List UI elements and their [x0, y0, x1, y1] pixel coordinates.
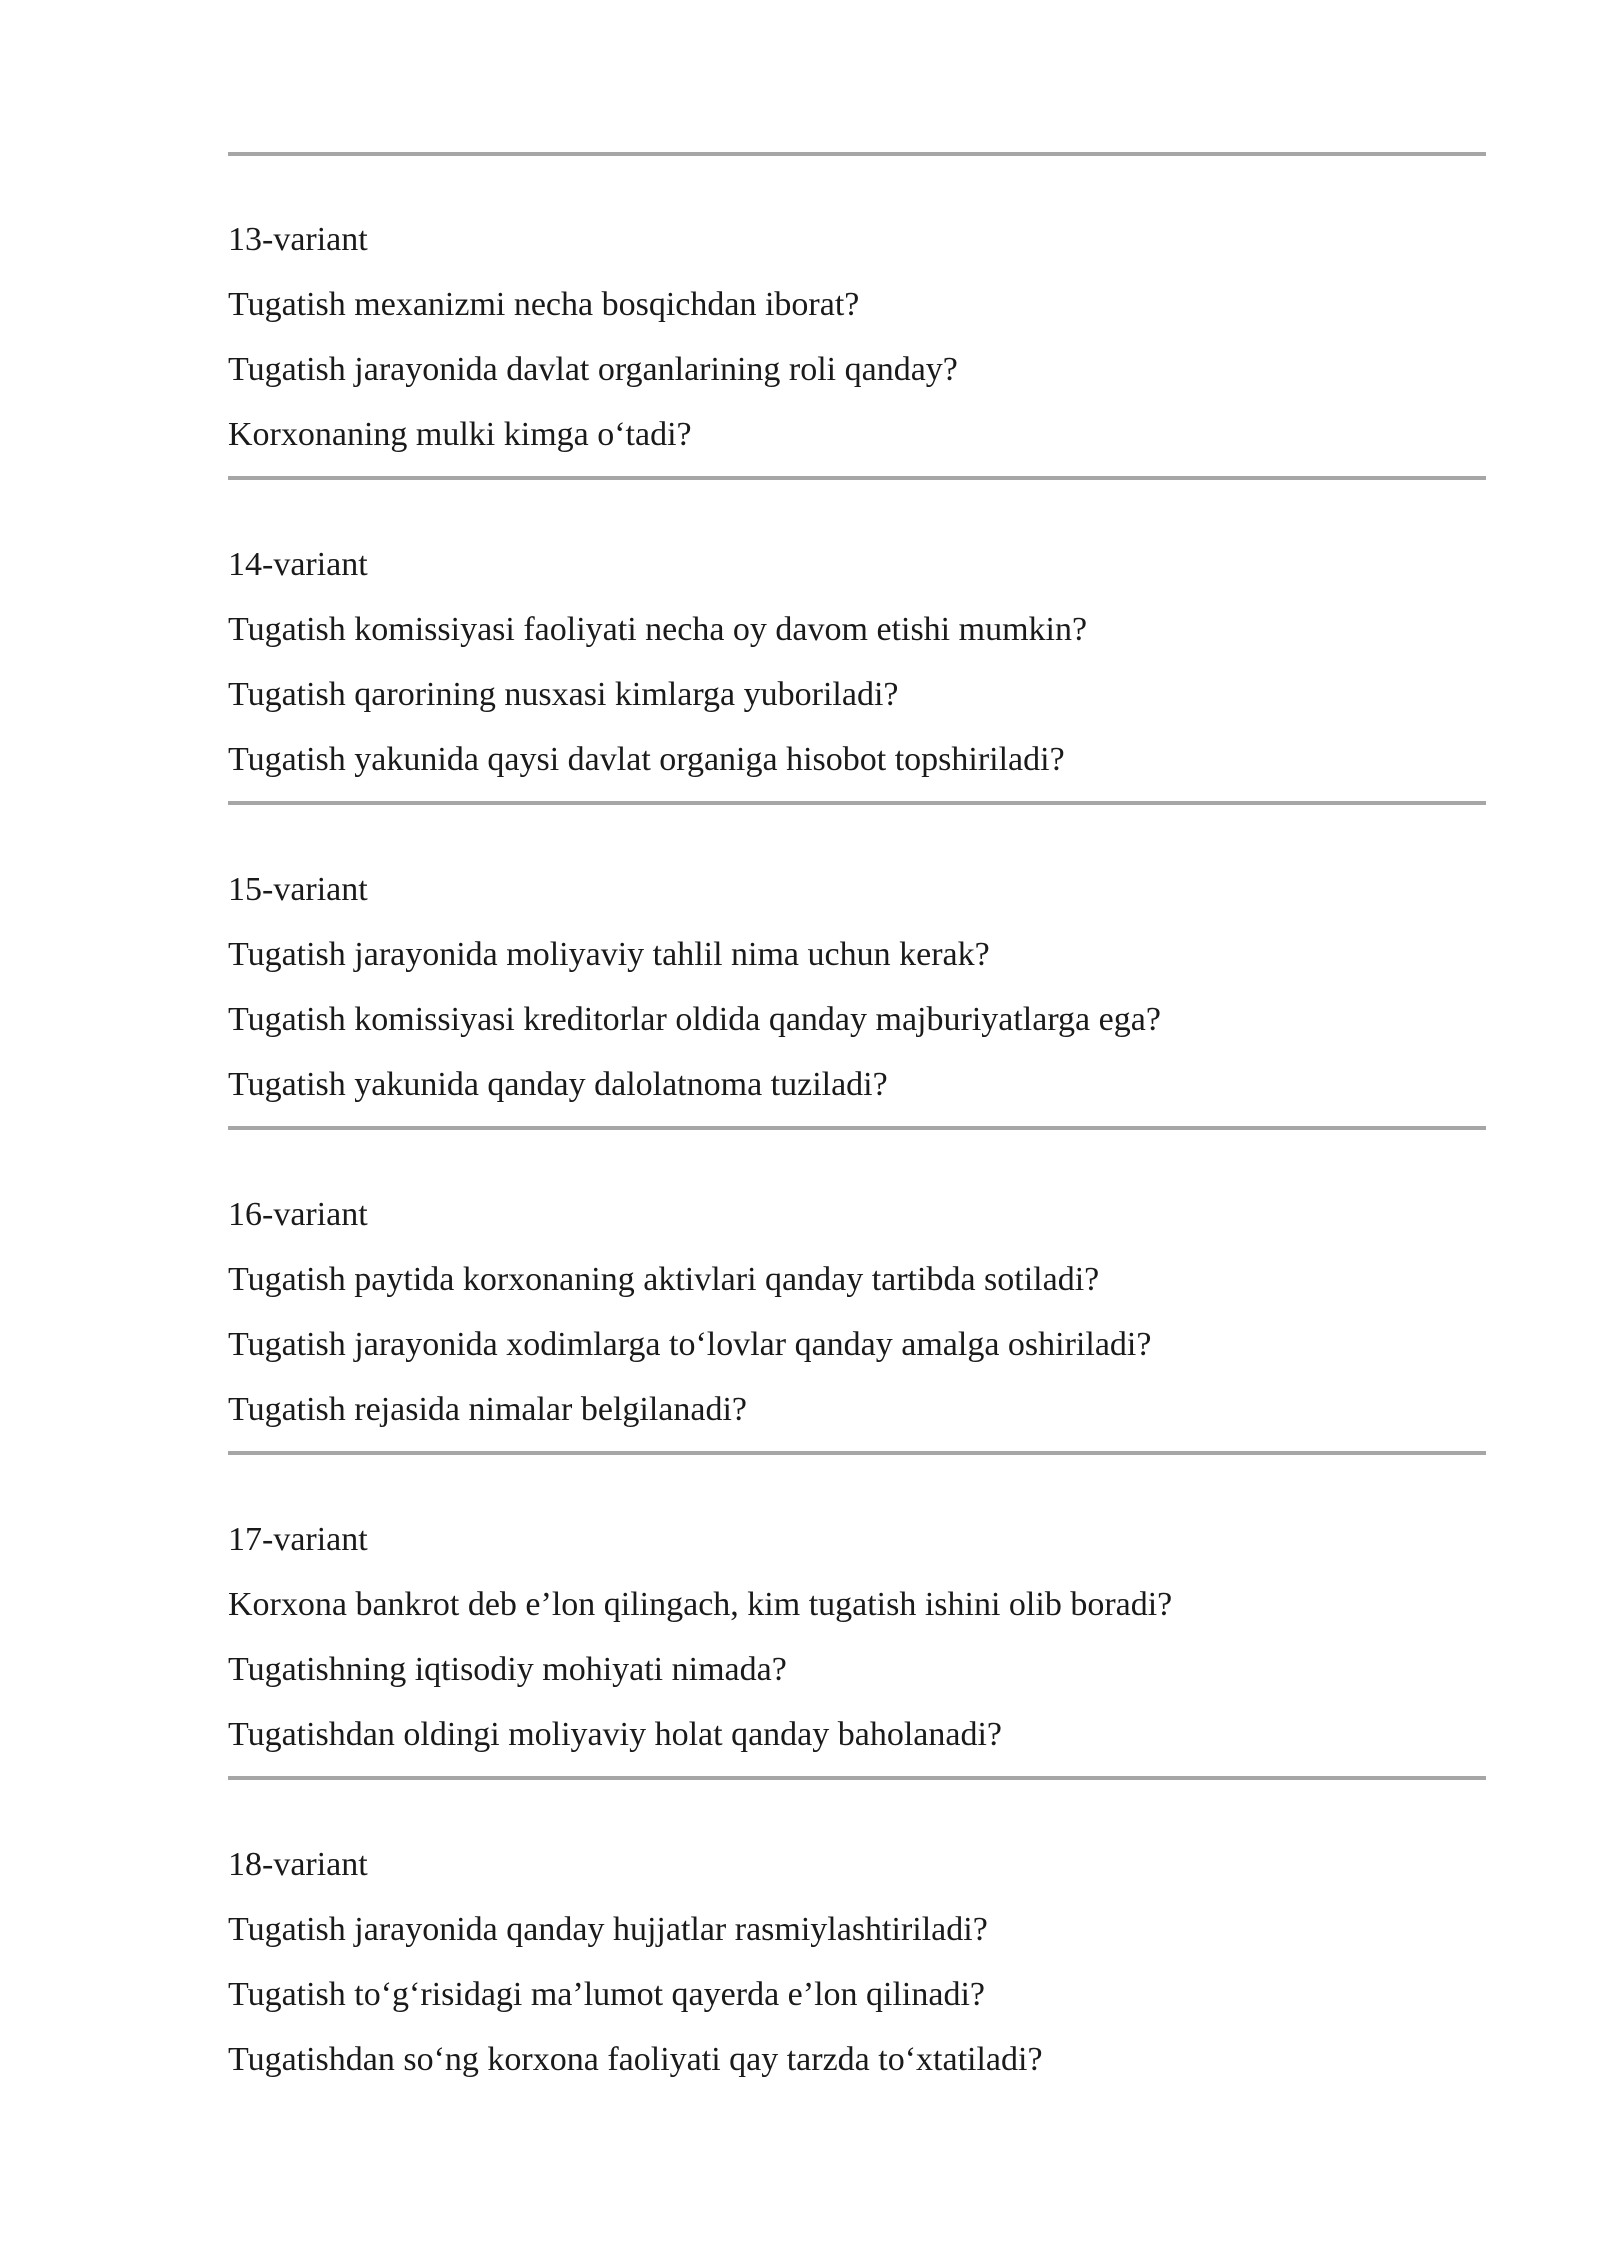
section-divider: [228, 476, 1486, 480]
variant-block: [228, 1507, 1486, 1767]
variant-title: 13-variant: [228, 221, 368, 258]
question-text: Tugatishdan so‘ng korxona faoliyati qay tarzda to‘xtatiladi?: [228, 2041, 1043, 2078]
question-text: Tugatish komissiyasi kreditorlar oldida qanday majburiyatlarga ega?: [228, 1001, 1161, 1038]
variant-block: [228, 1182, 1486, 1442]
question-text: Tugatish yakunida qanday dalolatnoma tuziladi?: [228, 1066, 888, 1103]
question-text: Tugatish komissiyasi faoliyati necha oy davom etishi mumkin?: [228, 611, 1088, 648]
question-text: Korxonaning mulki kimga o‘tadi?: [228, 416, 692, 453]
variant-block: [228, 857, 1486, 1117]
question-text: Tugatish yakunida qaysi davlat organiga hisobot topshiriladi?: [228, 741, 1065, 778]
variant-title: 14-variant: [228, 546, 368, 583]
section-divider: [228, 152, 1486, 156]
question-text: Tugatish paytida korxonaning aktivlari qanday tartibda sotiladi?: [228, 1261, 1100, 1298]
section-divider: [228, 1126, 1486, 1130]
question-text: Tugatish jarayonida moliyaviy tahlil nima uchun kerak?: [228, 936, 990, 973]
variant-block: [228, 1832, 1486, 2092]
variant-title: 16-variant: [228, 1196, 368, 1233]
variant-title: 17-variant: [228, 1521, 368, 1558]
variant-block: [228, 532, 1486, 792]
variant-title: 15-variant: [228, 871, 368, 908]
question-text: Tugatish qarorining nusxasi kimlarga yuboriladi?: [228, 676, 899, 713]
variant-title: 18-variant: [228, 1846, 368, 1883]
question-text: Tugatish jarayonida davlat organlarining roli qanday?: [228, 351, 958, 388]
section-divider: [228, 1776, 1486, 1780]
question-text: Tugatish jarayonida xodimlarga to‘lovlar qanday amalga oshiriladi?: [228, 1326, 1152, 1363]
question-text: Tugatishdan oldingi moliyaviy holat qanday baholanadi?: [228, 1716, 1003, 1753]
question-text: Tugatishning iqtisodiy mohiyati nimada?: [228, 1651, 787, 1688]
variant-block: [228, 207, 1486, 467]
question-text: Tugatish mexanizmi necha bosqichdan iborat?: [228, 286, 860, 323]
question-text: Tugatish to‘g‘risidagi ma’lumot qayerda e’lon qilinadi?: [228, 1976, 985, 2013]
question-text: Tugatish jarayonida qanday hujjatlar rasmiylashtiriladi?: [228, 1911, 988, 1948]
section-divider: [228, 1451, 1486, 1455]
question-text: Korxona bankrot deb e’lon qilingach, kim tugatish ishini olib boradi?: [228, 1586, 1173, 1623]
question-text: Tugatish rejasida nimalar belgilanadi?: [228, 1391, 747, 1428]
section-divider: [228, 801, 1486, 805]
